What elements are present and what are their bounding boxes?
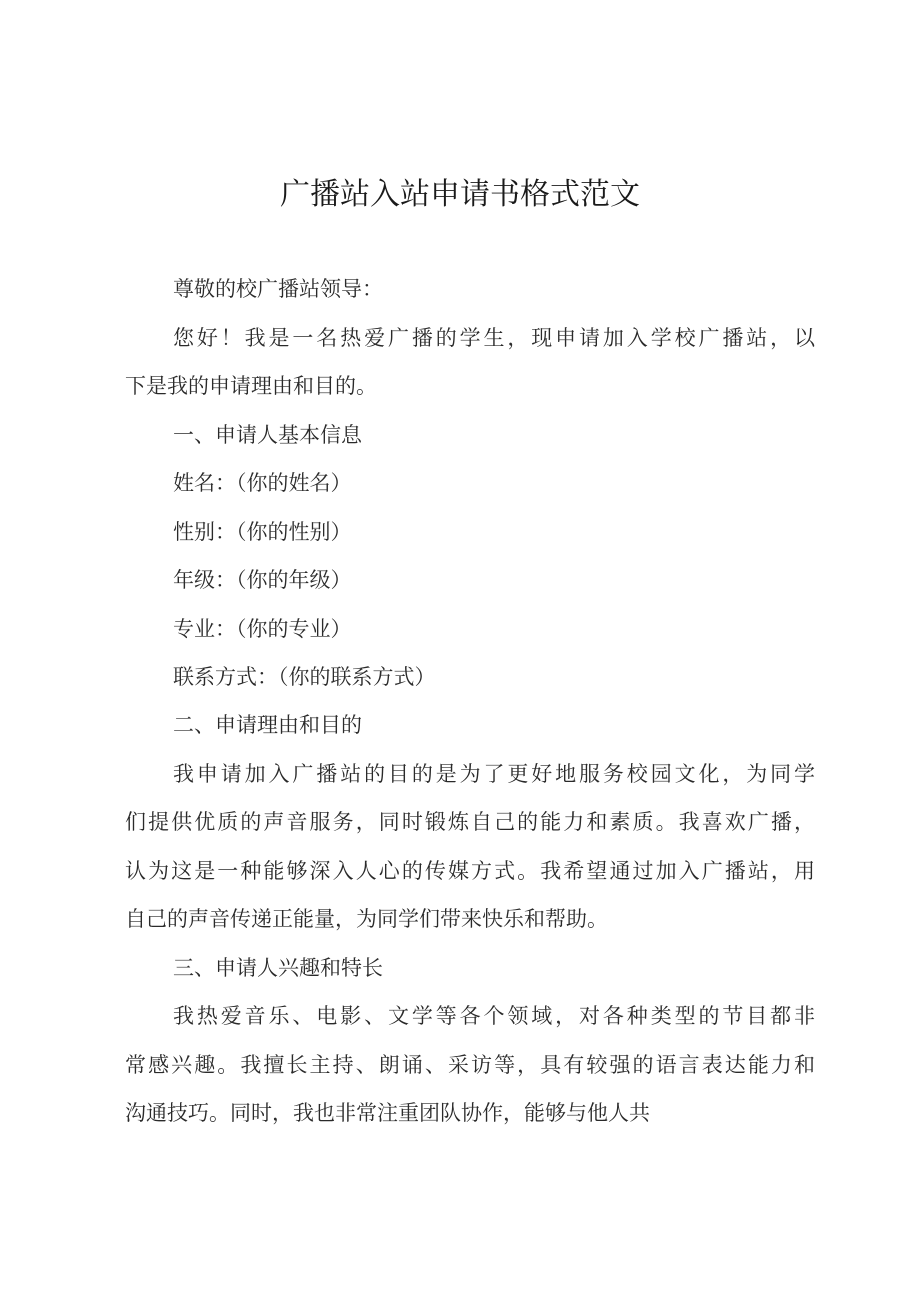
section3-line-1: 我热爱音乐、电影、文学等各个领域，对各种类型的节目都非: [173, 1004, 815, 1028]
intro-line-2: 下是我的申请理由和目的。: [125, 374, 377, 398]
info-gender: 性别：（你的性别）: [173, 520, 352, 544]
document-title: 广播站入站申请书格式范文: [280, 177, 640, 212]
intro-line-1: 您好！我是一名热爱广播的学生，现申请加入学校广播站，以: [173, 326, 815, 350]
section2-line-2: 们提供优质的声音服务，同时锻炼自己的能力和素质。我喜欢广播，: [125, 810, 815, 834]
section3-line-2: 常感兴趣。我擅长主持、朗诵、采访等，具有较强的语言表达能力和: [125, 1053, 815, 1077]
section1-heading: 一、申请人基本信息: [173, 423, 362, 447]
section2-heading: 二、申请理由和目的: [173, 713, 362, 737]
section3-heading: 三、申请人兴趣和特长: [173, 956, 383, 980]
section2-line-4: 自己的声音传递正能量，为同学们带来快乐和帮助。: [125, 907, 608, 931]
section3-line-3: 沟通技巧。同时，我也非常注重团队协作，能够与他人共: [125, 1101, 650, 1125]
info-contact: 联系方式：（你的联系方式）: [173, 665, 436, 689]
info-major: 专业：（你的专业）: [173, 617, 352, 641]
info-name: 姓名：（你的姓名）: [173, 471, 352, 495]
salutation: 尊敬的校广播站领导：: [173, 277, 383, 301]
section2-line-1: 我申请加入广播站的目的是为了更好地服务校园文化，为同学: [173, 762, 815, 786]
info-grade: 年级：（你的年级）: [173, 568, 352, 592]
section2-line-3: 认为这是一种能够深入人心的传媒方式。我希望通过加入广播站，用: [125, 859, 815, 883]
